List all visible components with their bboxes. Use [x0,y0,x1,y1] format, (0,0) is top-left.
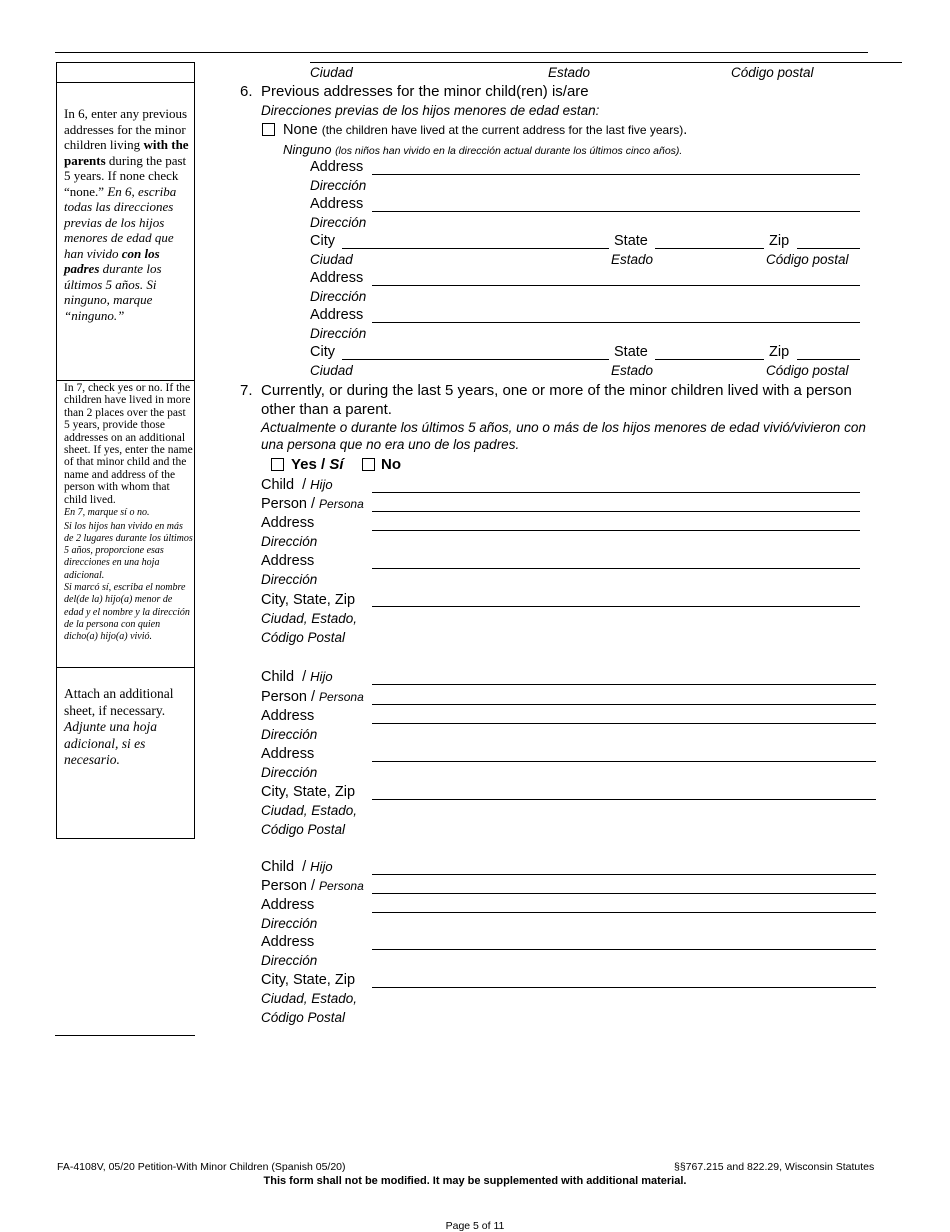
q7-address-1a-label: Address [261,515,315,531]
q6-address-4-input[interactable] [372,322,860,323]
q7-title-line1: Currently, or during the last 5 years, one or more of the minor children lived with a person [261,382,852,399]
q6-address-3-label: Address [310,270,364,286]
q7-yes-label: Yes / Sí [291,456,344,473]
carryover-line [310,62,902,63]
q6-city-1-es: Ciudad [310,252,353,267]
q6-number: 6. [240,83,253,100]
q6-address-1-label: Address [310,159,364,175]
q6-title: Previous addresses for the minor child(ren) is/are [261,83,589,100]
q6-state-1-input[interactable] [655,248,764,249]
q6-zip-1-es: Código postal [766,252,849,267]
q6-zip-2-input[interactable] [797,359,860,360]
q6-none-label: None (the children have lived at the current address for the last five years). [283,122,688,138]
carryover-zip-label: Código postal [731,65,814,80]
q6-city-2-label: City [310,344,335,360]
q6-state-2-es: Estado [611,363,654,378]
q7-address-3b-input[interactable] [372,949,876,950]
q6-address-2-es: Dirección [310,215,367,230]
footer-page-number: Page 5 of 11 [445,1220,505,1232]
q7-csz-1-input[interactable] [372,606,860,607]
q7-csz-2-es2: Código Postal [261,822,346,837]
q7-address-2a-label: Address [261,708,315,724]
q6-zip-2-es: Código postal [766,363,849,378]
q7-no-checkbox[interactable] [362,458,375,471]
footer-notice: This form shall not be modified. It may be supplemented with additional material. [263,1175,687,1187]
q6-address-2-input[interactable] [372,211,860,212]
sidebar-note-attach: Attach an additional sheet, if necessary. Adjunte una hoja adicional, si es necesario. [64,686,174,767]
q6-state-1-es: Estado [611,252,654,267]
q6-title-es: Direcciones previas de los hijos menores de edad estan: [261,103,600,118]
sidebar-bottom-rule [55,1035,195,1036]
q7-csz-1-label: City, State, Zip [261,592,356,608]
q6-address-3-es: Dirección [310,289,367,304]
q7-address-2b-input[interactable] [372,761,876,762]
sidebar-divider-low [56,667,195,668]
q6-address-4-es: Dirección [310,326,367,341]
q7-person-2-label: Person / Persona [261,689,364,705]
q7-child-1-input[interactable] [372,492,860,493]
q6-state-1-label: State [614,233,648,249]
q7-yes-checkbox[interactable] [271,458,284,471]
q7-csz-2-es1: Ciudad, Estado, [261,803,358,818]
q7-address-1b-label: Address [261,553,315,569]
q6-zip-2-label: Zip [769,344,790,360]
q6-state-2-label: State [614,344,648,360]
q6-zip-1-input[interactable] [797,248,860,249]
q6-zip-1-label: Zip [769,233,790,249]
q7-child-3-input[interactable] [372,874,876,875]
sidebar-note-q7: In 7, check yes or no. If the children have lived in more than 2 places over the past 5 years, provide those addresses on an additional sheet. If yes, enter the name of that minor child and the name and address of the person with whom that child lived. En 7, marque sí o no. Si los hijos han vivido en más de 2 lugares durante los últimos 5 años, proporcione esas direcciones en una hoja adicional. Si marcó sí, escriba el nombre del(de la) hijo(a) menor de edad y el nombre y la dirección de la persona con quien dicho(a) hijo(a) vivió. [64,382,193,643]
q7-csz-3-es2: Código Postal [261,1010,346,1025]
q7-person-1-input[interactable] [372,511,860,512]
q7-address-3b-label: Address [261,934,315,950]
q7-csz-3-es1: Ciudad, Estado, [261,991,358,1006]
q6-city-1-label: City [310,233,335,249]
q7-child-3-label: Child / Hijo [261,859,333,875]
q7-address-2a-es: Dirección [261,727,318,742]
q6-city-1-input[interactable] [342,248,609,249]
carryover-city-label: Ciudad [310,65,353,80]
q7-address-2b-es: Dirección [261,765,318,780]
q7-title-es-line1: Actualmente o durante los últimos 5 años, uno o más de los hijos menores de edad vivió/vivieron con [261,420,866,435]
q7-address-2a-input[interactable] [372,723,876,724]
q7-address-3a-label: Address [261,897,315,913]
q7-title-line2: other than a parent. [261,401,392,418]
q7-csz-1-es1: Ciudad, Estado, [261,611,358,626]
q6-address-4-label: Address [310,307,364,323]
q7-child-2-label: Child / Hijo [261,669,333,685]
q6-address-1-es: Dirección [310,178,367,193]
q6-city-2-es: Ciudad [310,363,353,378]
q7-number: 7. [240,382,253,399]
q7-title-es-line2: una persona que no era uno de los padres. [261,437,520,452]
header-rule [55,52,868,53]
q6-none-checkbox[interactable] [262,123,275,136]
footer-statutes: §§767.215 and 822.29, Wisconsin Statutes [674,1161,875,1173]
q7-person-1-label: Person / Persona [261,496,364,512]
q7-address-1a-input[interactable] [372,530,860,531]
q7-address-3a-input[interactable] [372,912,876,913]
q6-state-2-input[interactable] [655,359,764,360]
q7-child-1-label: Child / Hijo [261,477,333,493]
q7-address-1b-es: Dirección [261,572,318,587]
q7-child-2-input[interactable] [372,684,876,685]
q7-address-1b-input[interactable] [372,568,860,569]
q6-address-1-input[interactable] [372,174,860,175]
q6-city-2-input[interactable] [342,359,609,360]
q6-none-es: Ninguno (los niños han vivido en la dirección actual durante los últimos cinco años). [283,142,683,157]
q7-csz-2-label: City, State, Zip [261,784,356,800]
sidebar-divider-top [56,82,195,83]
q7-csz-2-input[interactable] [372,799,876,800]
q6-address-2-label: Address [310,196,364,212]
sidebar-divider-mid [56,380,195,381]
q7-csz-1-es2: Código Postal [261,630,346,645]
q7-person-2-input[interactable] [372,704,876,705]
q6-address-3-input[interactable] [372,285,860,286]
footer-form-id: FA-4108V, 05/20 Petition-With Minor Children (Spanish 05/20) [57,1161,346,1173]
q7-csz-3-label: City, State, Zip [261,972,356,988]
q7-person-3-input[interactable] [372,893,876,894]
q7-address-3a-es: Dirección [261,916,318,931]
q7-csz-3-input[interactable] [372,987,876,988]
carryover-state-label: Estado [548,65,591,80]
q7-no-label: No [381,456,401,473]
q7-address-3b-es: Dirección [261,953,318,968]
q7-address-2b-label: Address [261,746,315,762]
q7-person-3-label: Person / Persona [261,878,364,894]
sidebar-note-q6: In 6, enter any previous addresses for the minor children living with the parents during the past 5 years. If none check “none.” En 6, escriba todas las direcciones previas de los hijos menores de edad que han vivido con los padres durante los últimos 5 años. Si ninguno, marque “ninguno.” [64,106,189,323]
q7-address-1a-es: Dirección [261,534,318,549]
